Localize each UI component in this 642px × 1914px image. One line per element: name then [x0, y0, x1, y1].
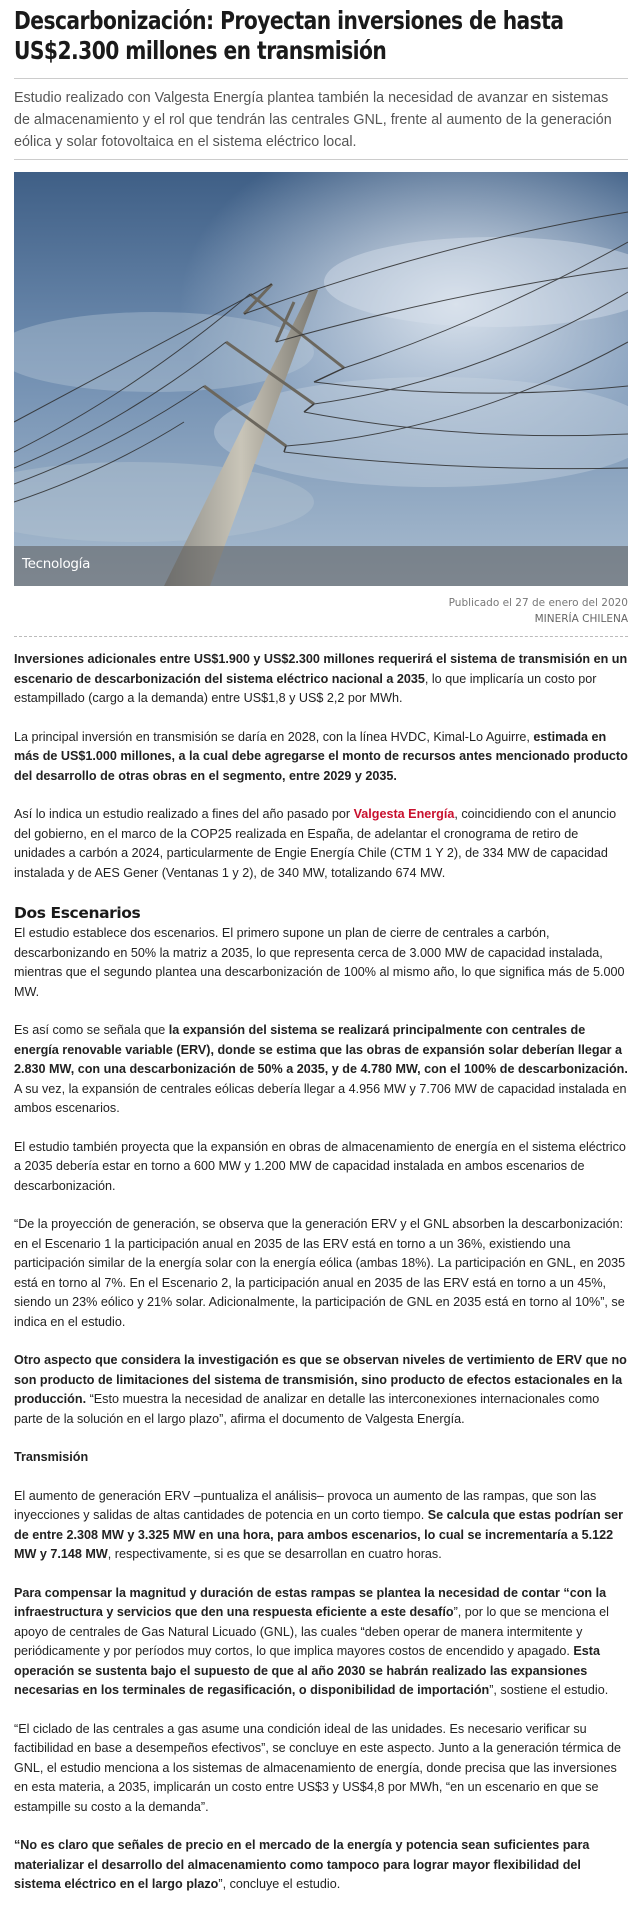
publish-date: Publicado el 27 de enero del 2020	[448, 597, 628, 609]
paragraph: Es así como se señala que la expansión del sistema se realizará principalmente con centrales de energía renovable variable (ERV), donde se estima que las obras de expansión solar deberían llegar a 2.830 MW, con una descarbonización de 50% a 2035, y de 4.780 MW, con el 100% de descarbonización. A su vez, la expansión de centrales eólicas debería llegar a 4.956 MW y 7.706 MW de capacidad instalada en ambos escenarios.	[14, 1023, 628, 1115]
paragraph: “De la proyección de generación, se observa que la generación ERV y el GNL absorben la descarbonización: en el Escenario 1 la participación anual en 2035 de las ERV está en torno a un 36%, existiendo una participación similar de la energía solar con la energía eólica (ambas 18%). La participación en GNL, en 2035 está en torno al 7%. En el Escenario 2, la participación anual en 2035 de las ERV está en torno a un 45%, siendo un 23% eólico y 21% solar. Adicionalmente, la participación de GNL en 2035 está en torno al 10%”, se indica en el estudio.	[14, 1217, 626, 1329]
category-tag[interactable]: Tecnología	[22, 556, 91, 572]
paragraph: “El ciclado de las centrales a gas asume una condición ideal de las unidades. Es necesario verificar su factibilidad en base a desempeños efectivos”, se concluye en este aspecto. Junto a la generación térmica de GNL, el estudio menciona a los sistemas de almacenamiento de energía, donde precisa que las inversiones en esta materia, a 2035, implicarán un costo entre US$3 y US$4,8 por MWh, “en un escenario en que se estampille su costo a la demanda”.	[14, 1721, 621, 1814]
subsection-heading: Transmisión	[14, 1450, 89, 1464]
paragraph: Para compensar la magnitud y duración de estas rampas se plantea la necesidad de contar “con la infraestructura y servicios que den una respuesta eficiente a este desafío”, por lo que se menciona el apoyo de centrales de Gas Natural Licuado (GNL), las cuales “deben operar de manera intermitente y periódicamente y por períodos muy cortos, lo que implica mayores costos de encendido y apagado. Esta operación se sustenta bajo el supuesto de que al año 2030 se habrán realizado las expansiones necesarias en los terminales de regasificación, o disponibilidad de importación”, sostiene el estudio.	[14, 1585, 609, 1697]
lead-divider	[14, 159, 628, 160]
category-bar	[14, 546, 628, 586]
article-title: Descarbonización: Proyectan inversiones de hasta US$2.300 millones en transmisión	[14, 6, 564, 65]
paragraph: La principal inversión en transmisión se daría en 2028, con la línea HVDC, Kimal-Lo Aguirre, estimada en más de US$1.000 millones, a la cual debe agregarse el monto de recursos antes mencionado producto del desarrollo de otras obras en el segmento, entre 2029 y 2035.	[14, 729, 628, 783]
article-lead: Estudio realizado con Valgesta Energía plantea también la necesidad de avanzar en sistemas de almacenamiento y el rol que tendrán las centrales GNL, frente al aumento de la generación eólica y solar fotovoltaica en el sistema eléctrico local.	[14, 90, 612, 150]
paragraph: Así lo indica un estudio realizado a fines del año pasado por Valgesta Energía, coincidiendo con el anuncio del gobierno, en el marco de la COP25 realizada en España, de adelantar el cronograma de retiro de unidades a carbón a 2024, particularmente de Engie Energía Chile (CTM 1 Y 2), de 334 MW de capacidad instalada y de AES Gener (Ventanas 1 y 2), de 340 MW, totalizando 674 MW.	[14, 807, 617, 880]
paragraph: El estudio establece dos escenarios. El primero supone un plan de cierre de centrales a carbón, descarbonizando en 50% la matriz a 2035, lo que representa cerca de 3.000 MW de capacidad instalada, mientras que el segundo plantea una descarbonización de 100% al mismo año, lo que significa más de 5.000 MW.	[14, 926, 625, 999]
paragraph: Inversiones adicionales entre US$1.900 y US$2.300 millones requerirá el sistema de transmisión en un escenario de descarbonización del sistema eléctrico nacional a 2035, lo que implicaría un costo por estampillado (cargo a la demanda) entre US$1,8 y US$ 2,2 por MWh.	[14, 652, 628, 705]
title-divider	[14, 78, 628, 79]
power-tower-photo	[14, 172, 628, 586]
paragraph: El estudio también proyecta que la expansión en obras de almacenamiento de energía en el sistema eléctrico a 2035 debería estar en torno a 600 MW y 1.200 MW de capacidad instalada en ambos escenarios de descarbonización.	[14, 1139, 626, 1193]
valgesta-link[interactable]: Valgesta Energía	[353, 807, 455, 821]
paragraph: El aumento de generación ERV –puntualiza el análisis– provoca un aumento de las rampas, que son las inyecciones y salidas de altas cantidades de potencia en un corto tiempo. Se calcula que estas podrían ser de entre 2.308 MW y 3.325 MW en una hora, para ambos escenarios, lo cual se incrementaría a 5.122 MW y 7.148 MW, respectivamente, si es que se desarrollan en cuatro horas.	[14, 1488, 624, 1561]
paragraph: “No es claro que señales de precio en el mercado de la energía y potencia sean suficientes para materializar el desarrollo del almacenamiento como tampoco para lograr mayor flexibilidad del sistema eléctrico en el largo plazo”, concluye el estudio.	[14, 1838, 590, 1891]
section-heading: Dos Escenarios	[14, 904, 141, 922]
article-meta	[449, 595, 628, 627]
paragraph: Otro aspecto que considera la investigación es que se observan niveles de vertimiento de ERV que no son producto de limitaciones del sistema de transmisión, sino producto de efectos estacionales en la producción. “Esto muestra la necesidad de analizar en detalle las interconexiones internacionales como parte de la solución en el largo plazo”, afirma el documento de Valgesta Energía.	[14, 1353, 627, 1426]
meta-divider	[14, 636, 628, 637]
article-body	[14, 650, 630, 1914]
hero-image	[14, 172, 628, 586]
source-name: MINERÍA CHILENA	[534, 613, 628, 625]
